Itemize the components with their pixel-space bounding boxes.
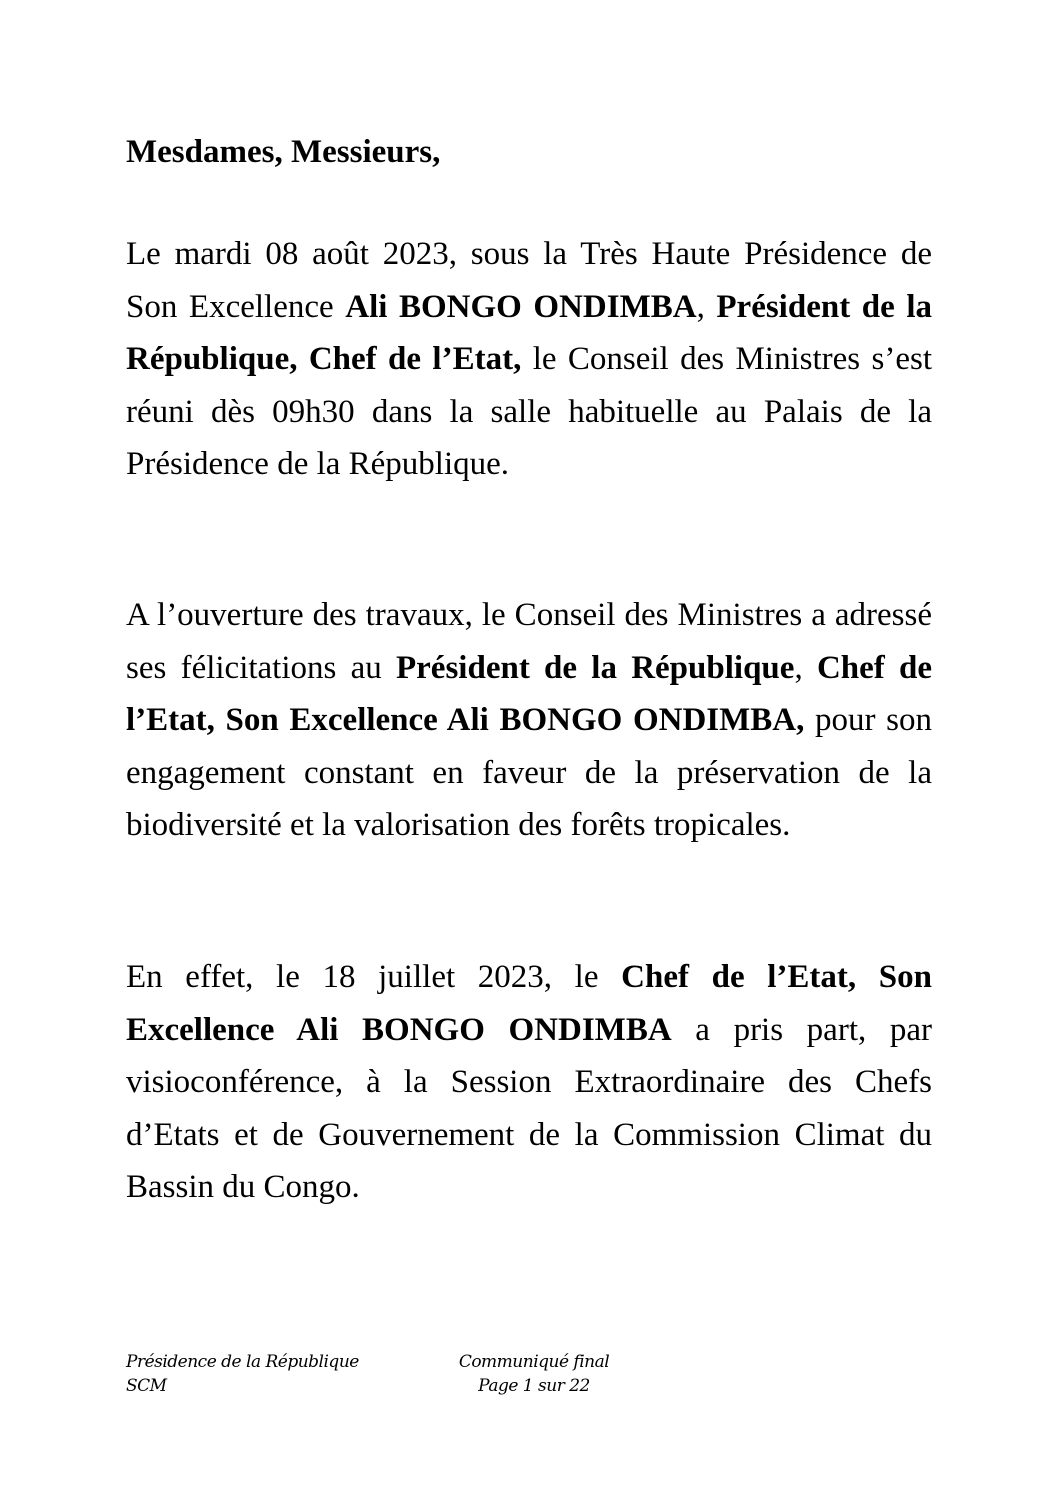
bold-text: Président de la République, Chef de l’Etat, [126,288,933,377]
bold-text: Chef de l’Etat, Son Excellence Ali BONGO ONDIMBA, [126,649,933,738]
footer-department: SCM [126,1376,167,1396]
paragraph-text: , [696,288,717,325]
footer-left [126,1350,359,1398]
paragraph-text: A l’ouverture des travaux, le Conseil des Ministres a adressé ses félicitations au [126,597,932,686]
paragraph-text: pour son engagement constant en faveur de la préservation de la biodiversité et la valorisation des forêts tropicales. [126,702,932,843]
paragraph-text: a pris part, par visioconférence, à la Session Extraordinaire des Chefs d’Etats et de Gouvernement de la Commission Climat du Bassin du Congo. [126,1011,933,1205]
bold-text: Ali BONGO ONDIMBA [345,288,697,325]
paragraph-text: En effet, le 18 juillet 2023, le [126,959,622,995]
paragraph-text: Le mardi 08 août 2023, sous la Très Haute Présidence de Son Excellence [126,236,932,325]
paragraph-climate-session [126,951,932,1214]
footer-institution: Présidence de la République [126,1352,359,1372]
bold-text: Chef de l’Etat, Son Excellence Ali BONGO ONDIMBA [126,959,932,1048]
paragraph-council-meeting [126,228,932,491]
salutation: Mesdames, Messieurs, [126,134,441,170]
footer-right [454,1350,614,1398]
paragraph-congratulations [126,589,932,852]
paragraph-text: , [794,649,817,686]
paragraph-text: le Conseil des Ministres s’est réuni dès 09h30 dans la salle habituelle au Palais de la Présidence de la République. [126,341,932,482]
footer-page-number: Page 1 sur 22 [478,1376,590,1396]
bold-text: Président de la République [396,649,795,686]
footer-document-type: Communiqué final [458,1352,610,1372]
